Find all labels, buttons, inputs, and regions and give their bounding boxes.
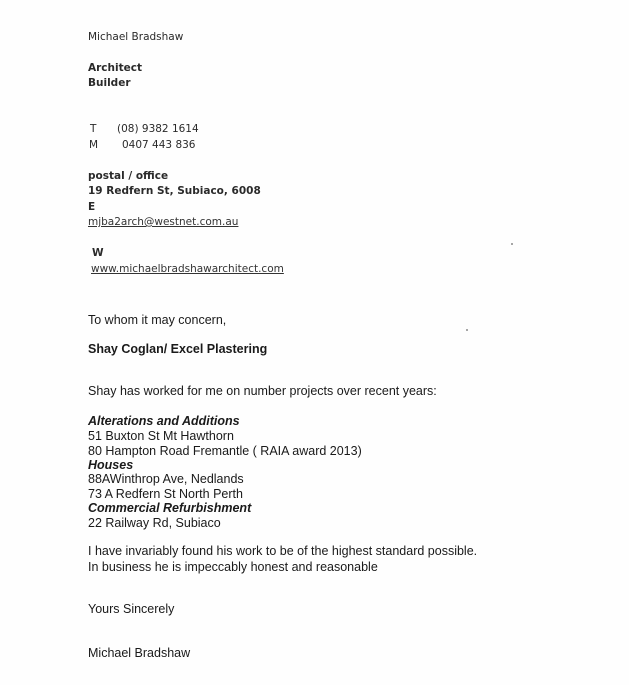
mobile-label: M: [89, 139, 99, 151]
intro-paragraph: Shay has worked for me on number projects over recent years:: [88, 384, 437, 398]
project-item: 73 A Redfern St North Perth: [88, 487, 243, 501]
project-item: 22 Railway Rd, Subiaco: [88, 516, 221, 530]
address: 19 Redfern St, Subiaco, 6008: [88, 185, 261, 197]
section-heading: Houses: [88, 458, 134, 472]
letterhead-role-builder: Builder: [88, 77, 131, 89]
email-label: E: [88, 201, 96, 213]
salutation: To whom it may concern,: [88, 313, 227, 327]
letterhead-role-architect: Architect: [88, 62, 142, 74]
letterhead-name: Michael Bradshaw: [88, 31, 184, 43]
web-link[interactable]: www.michaelbradshawarchitect.com: [91, 263, 284, 275]
section-heading: Commercial Refurbishment: [88, 501, 252, 515]
closing-line: In business he is impeccably honest and reasonable: [88, 560, 378, 574]
closing-line: I have invariably found his work to be of the highest standard possible.: [88, 544, 478, 558]
section-heading: Alterations and Additions: [88, 414, 240, 428]
project-item: 88AWinthrop Ave, Nedlands: [88, 472, 244, 486]
signoff: Yours Sincerely: [88, 602, 175, 616]
mobile-number: 0407 443 836: [122, 139, 196, 151]
signature-name: Michael Bradshaw: [88, 646, 191, 660]
subject-line: Shay Coglan/ Excel Plastering: [88, 342, 268, 356]
email-link[interactable]: mjba2arch@westnet.com.au: [88, 216, 239, 228]
address-label: postal / office: [88, 170, 169, 182]
phone-label: T: [90, 123, 97, 135]
project-item: 51 Buxton St Mt Hawthorn: [88, 429, 234, 443]
scan-speck: [511, 243, 513, 245]
project-item: 80 Hampton Road Fremantle ( RAIA award 2013): [88, 444, 362, 458]
phone-number: (08) 9382 1614: [117, 123, 199, 135]
web-label: W: [92, 247, 104, 259]
scan-speck: [466, 329, 468, 331]
